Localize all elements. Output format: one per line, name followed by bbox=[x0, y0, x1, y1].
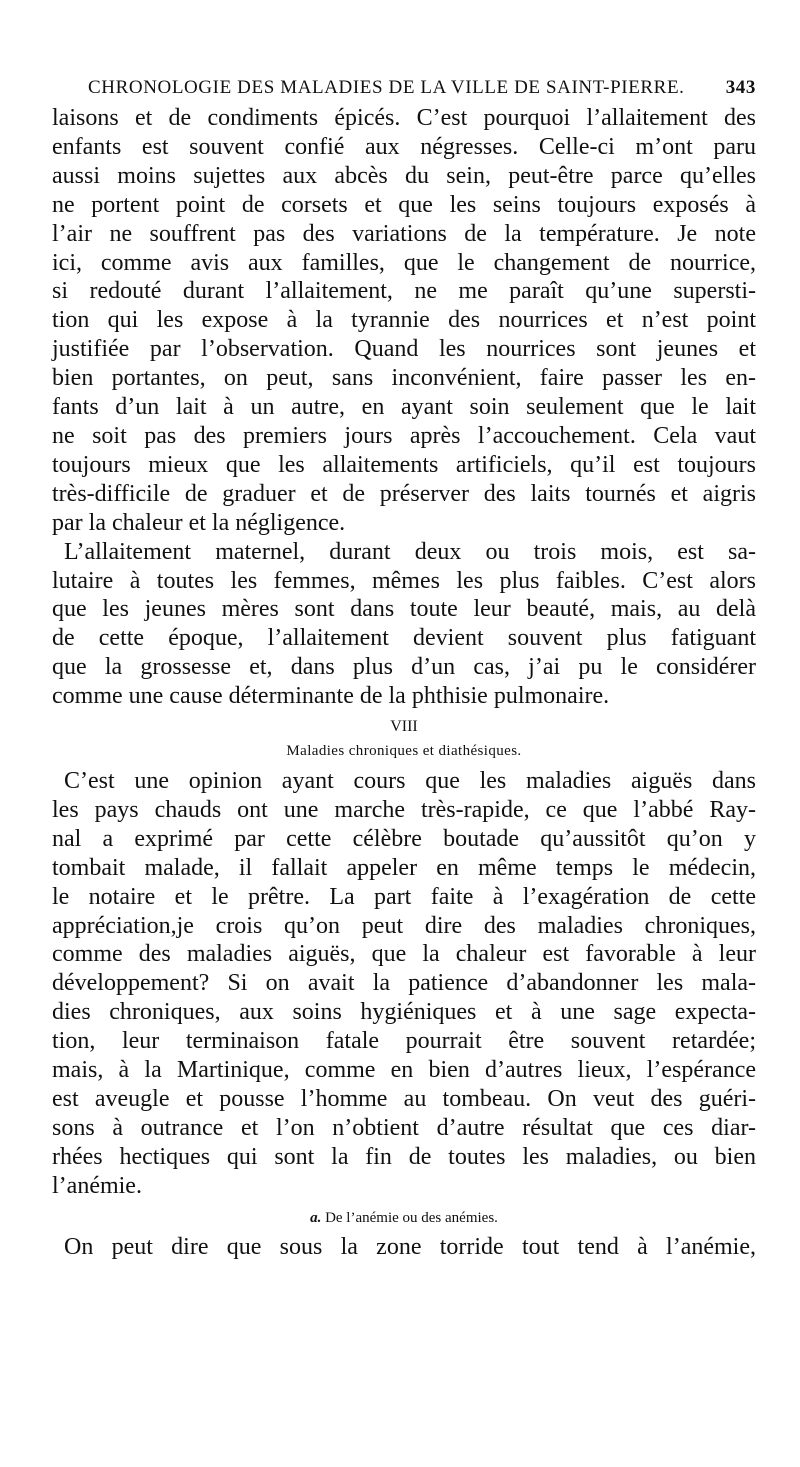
text-line: par la chaleur et la négligence. bbox=[52, 509, 346, 536]
paragraph-2 bbox=[52, 538, 756, 711]
text-line: On peut dire que sous la zone torride tout tend à l’anémie, bbox=[64, 1233, 756, 1260]
text-line: dies chroniques, aux soins hygiéniques et à une sage expecta- bbox=[52, 999, 756, 1026]
page-number: 343 bbox=[725, 77, 756, 98]
text-line: C’est une opinion ayant cours que les maladies aiguës dans bbox=[64, 768, 756, 795]
paragraph-1 bbox=[52, 104, 756, 538]
text-line: tion qui les expose à la tyrannie des nourrices et n’est point bbox=[52, 307, 756, 334]
text-line: nal a exprimé par cette célèbre boutade qu’aussitôt qu’on y bbox=[52, 825, 756, 852]
text-line: sons à outrance et l’on n’obtient d’autre résultat que ces diar- bbox=[52, 1114, 756, 1141]
text-line: si redouté durant l’allaitement, ne me paraît qu’une supersti- bbox=[52, 278, 756, 305]
text-line: lutaire à toutes les femmes, mêmes les plus faibles. C’est alors bbox=[52, 567, 756, 594]
text-line: rhées hectiques qui sont la fin de toutes les maladies, ou bien bbox=[52, 1143, 756, 1170]
text-line: comme des maladies aiguës, que la chaleur est favorable à leur bbox=[52, 941, 756, 968]
subsection-letter: a. bbox=[310, 1209, 322, 1226]
text-line: très-difficile de graduer et de préserver des laits tournés et aigris bbox=[52, 480, 756, 507]
text-line: justifiée par l’observation. Quand les nourrices sont jeunes et bbox=[52, 336, 756, 363]
running-header bbox=[52, 72, 756, 104]
subsection-heading bbox=[52, 1203, 756, 1233]
section-title: Maladies chroniques et diathésiques. bbox=[286, 743, 522, 760]
text-line: que les jeunes mères sont dans toute leur beauté, mais, au delà bbox=[52, 596, 756, 623]
text-line: comme une cause déterminante de la phthisie pulmonaire. bbox=[52, 683, 610, 710]
section-number: VIII bbox=[390, 718, 418, 736]
text-line: est aveugle et pousse l’homme au tombeau. On veut des guéri- bbox=[52, 1086, 756, 1112]
text-line: ici, comme avis aux familles, que le changement de nourrice, bbox=[52, 249, 756, 276]
text-line: développement? Si on avait la patience d’abandonner les mala- bbox=[52, 970, 756, 997]
text-line: enfants est souvent confié aux négresses. Celle-ci m’ont paru bbox=[52, 133, 756, 160]
text-line: tion, leur terminaison fatale pourrait être souvent retardée; bbox=[52, 1028, 756, 1055]
text-line: aussi moins sujettes aux abcès du sein, peut-être parce qu’elles bbox=[52, 162, 756, 189]
text-line: toujours mieux que les allaitements artificiels, qu’il est toujours bbox=[52, 451, 756, 478]
text-line: laisons et de condiments épicés. C’est pourquoi l’allaitement des bbox=[52, 105, 756, 131]
paragraph-4 bbox=[52, 1233, 756, 1262]
running-title: CHRONOLOGIE DES MALADIES DE LA VILLE DE SAINT-PIERRE. bbox=[88, 77, 685, 98]
text-line: ne portent point de corsets et que les seins toujours exposés à bbox=[52, 191, 756, 218]
text-line: les pays chauds ont une marche très-rapide, ce que l’abbé Ray- bbox=[52, 796, 756, 823]
body-text bbox=[52, 104, 756, 1262]
text-line: appréciation,je crois qu’on peut dire des maladies chroniques, bbox=[52, 912, 756, 939]
book-page bbox=[52, 72, 756, 1262]
text-line: mais, à la Martinique, comme en bien d’autres lieux, l’espérance bbox=[52, 1057, 756, 1084]
text-line: L’allaitement maternel, durant deux ou trois mois, est sa- bbox=[64, 538, 756, 565]
text-line: tombait malade, il fallait appeler en même temps le médecin, bbox=[52, 854, 756, 881]
text-line: fants d’un lait à un autre, en ayant soin seulement que le lait bbox=[52, 394, 756, 421]
text-line: l’anémie. bbox=[52, 1172, 142, 1199]
paragraph-3 bbox=[52, 767, 756, 1201]
text-line: bien portantes, on peut, sans inconvénient, faire passer les en- bbox=[52, 365, 756, 392]
subsection-title: De l’anémie ou des anémies. bbox=[325, 1209, 498, 1226]
text-line: ne soit pas des premiers jours après l’accouchement. Cela vaut bbox=[52, 422, 756, 449]
text-line: l’air ne souffrent pas des variations de la température. Je note bbox=[52, 220, 756, 247]
text-line: de cette époque, l’allaitement devient souvent plus fatiguant bbox=[52, 625, 756, 652]
text-line: le notaire et le prêtre. La part faite à l’exagération de cette bbox=[52, 883, 756, 910]
text-line: que la grossesse et, dans plus d’un cas, j’ai pu le considérer bbox=[52, 654, 756, 681]
